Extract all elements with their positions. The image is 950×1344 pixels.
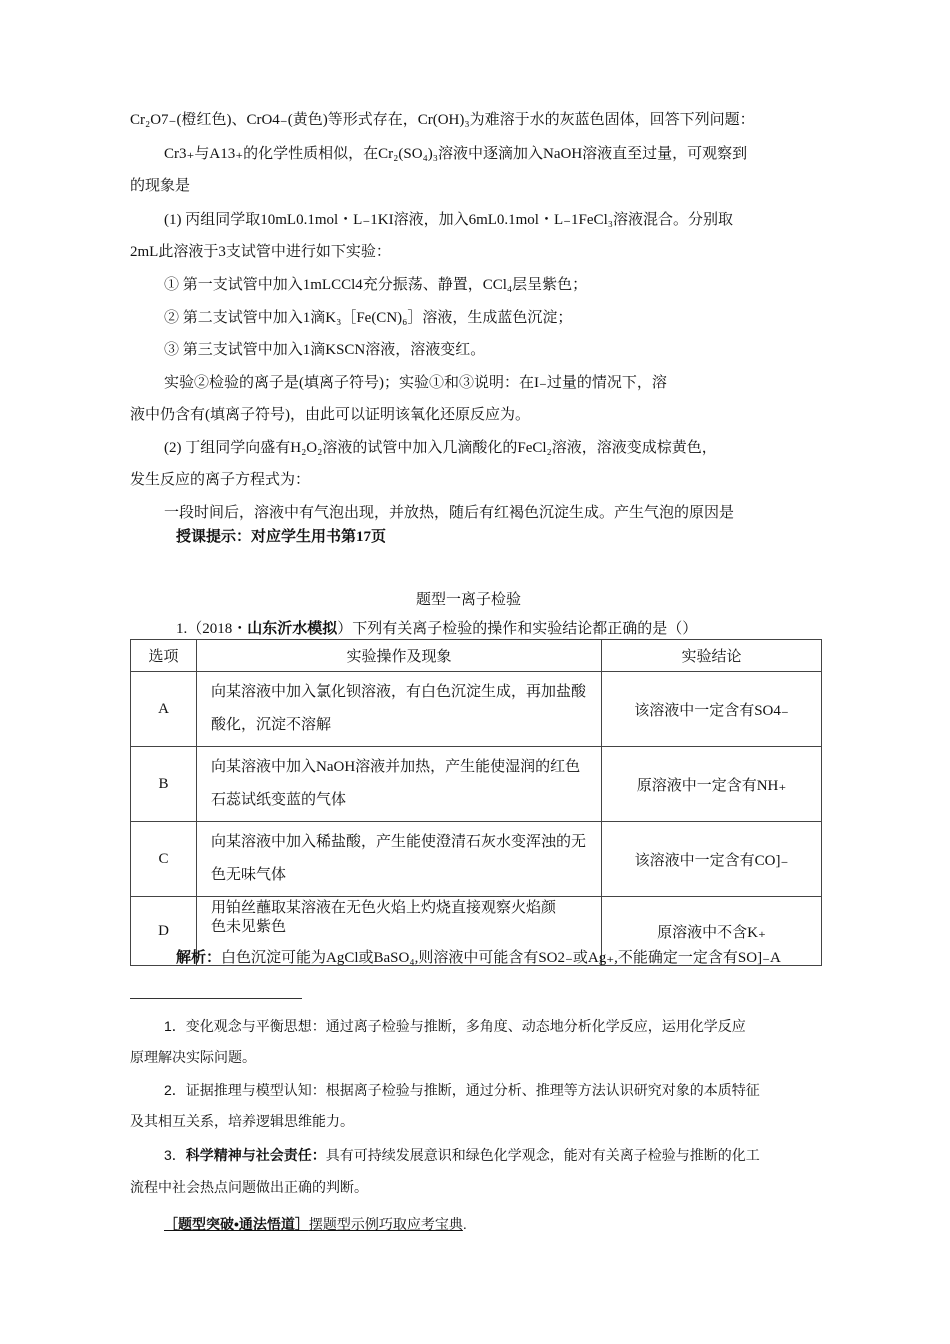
conclusion-cell: 该溶液中一定含有CO]₋ [602,822,822,897]
paragraph-line: 2mL此溶液于3支试管中进行如下实验： [130,244,391,260]
option-cell: B [131,747,197,822]
option-cell: A [131,672,197,747]
footnote-number: 2． [164,1082,186,1098]
conclusion-cell: 原溶液中一定含有NH₊ [602,747,822,822]
paragraph-line: 的现象是 [130,178,191,194]
footnote-item [164,1145,760,1165]
footnote-continuation: 原理解决实际问题。 [130,1049,256,1065]
closing-text: 摆题型示例巧取应考宝典 [308,1216,463,1232]
footnote-item [164,1016,746,1036]
closing-end: . [462,1216,467,1232]
conclusion-cell: 该溶液中一定含有SO4₋ [602,672,822,747]
paragraph-line: ③ 第三支试管中加入1滴KSCN溶液，溶液变红。 [164,342,486,358]
option-cell: C [131,822,197,897]
header-operation: 实验操作及现象 [197,640,602,672]
footnote-text: 根据离子检验与推断，通过分析、推理等方法认识研究对象的本质特征 [325,1082,760,1098]
footnote-number: 1． [164,1018,186,1034]
footnote-text: 通过离子检验与推断，多角度、动态地分析化学反应，运用化学反应 [325,1018,746,1034]
analysis-label: 解析： [176,950,222,966]
paragraph-line: 一段时间后，溶液中有气泡出现，并放热，随后有红褐色沉淀生成。产生气泡的原因是 [164,505,735,521]
closing-bracket: ［题型突破•通法悟道］ [164,1216,309,1232]
operation-cell: 向某溶液中加入氯化钡溶液，有白色沉淀生成，再加盐酸酸化，沉淀不溶解 [197,672,602,747]
operation-cell: 向某溶液中加入NaOH溶液并加热，产生能使湿润的红色石蕊试纸变蓝的气体 [197,747,602,822]
question-stem [176,619,697,639]
paragraph-line: 液中仍含有(填离子符号)，由此可以证明该氧化还原反应为。 [130,407,530,423]
header-option: 选项 [131,640,197,672]
teaching-hint: 授课提示：对应学生用书第17页 [176,529,387,545]
operation-cell: 向某溶液中加入稀盐酸，产生能使澄清石灰水变浑浊的无色无味气体 [197,822,602,897]
footnote-label: 变化观念与平衡思想： [185,1018,326,1034]
table-row [131,747,822,822]
ion-test-table [130,639,822,966]
table-row [131,822,822,897]
table-header-row [131,640,822,672]
footnote-continuation: 流程中社会热点问题做出正确的判断。 [130,1179,368,1195]
header-conclusion: 实验结论 [602,640,822,672]
question-prefix: 1.（2018・ [176,621,248,637]
paragraph-line: 发生反应的离子方程式为： [130,472,311,488]
paragraph-line: ② 第二支试管中加入1滴K₃［Fe(CN)₆］溶液，生成蓝色沉淀； [164,310,573,326]
analysis [176,948,781,968]
section-title: 题型一离子检验 [416,592,522,608]
analysis-text: 白色沉淀可能为AgCl或BaSO₄,则溶液中可能含有SO2₋或Ag₊,不能确定一定含有SO]₋A [221,950,781,966]
footnote-number: 3． [164,1147,186,1163]
paragraph-line: (2) 丁组同学向盛有H₂O₂溶液的试管中加入几滴酸化的FeCl₂溶液，溶液变成棕黄色， [164,440,717,456]
footnote-text: 具有可持续发展意识和绿色化学观念，能对有关离子检验与推断的化工 [325,1147,760,1163]
paragraph-line: Cr3₊与A13₊的化学性质相似，在Cr₂(SO₄)₃溶液中逐滴加入NaOH溶液直至过量，可观察到 [164,146,748,162]
question-source: 山东沂水模拟 [247,621,338,637]
question-suffix: ）下列有关离子检验的操作和实验结论都正确的是（） [337,621,698,637]
paragraph-line: 实验②检验的离子是(填离子符号)；实验①和③说明：在I₋过量的情况下，溶 [164,375,667,391]
paragraph-line: ① 第一支试管中加入1mLCCl4充分振荡、静置，CCl₄层呈紫色； [164,277,588,293]
footnote-continuation: 及其相互关系，培养逻辑思维能力。 [130,1113,354,1129]
footnote-divider [130,998,302,999]
conclusion-cell: 原溶液中不含K₊ [602,897,822,966]
footnote-label: 证据推理与模型认知： [185,1082,326,1098]
option-cell: D [131,897,197,966]
footnote-label: 科学精神与社会责任： [185,1147,326,1163]
paragraph-line: (1) 丙组同学取10mL0.1mol・L₋1KI溶液，加入6mL0.1mol・L₋1FeCl₃溶液混合。分别取 [164,212,733,228]
footnote-item [164,1080,760,1100]
closing-line [164,1214,467,1234]
operation-text: 用铂丝蘸取某溶液在无色火焰上灼烧直接观察火焰颜 色未见紫色 [211,900,557,935]
table-row [131,672,822,747]
paragraph-line: Cr₂O7₋(橙红色)、CrO4₋(黄色)等形式存在，Cr(OH)₃为难溶于水的灰蓝色固体，回答下列问题： [130,112,755,128]
